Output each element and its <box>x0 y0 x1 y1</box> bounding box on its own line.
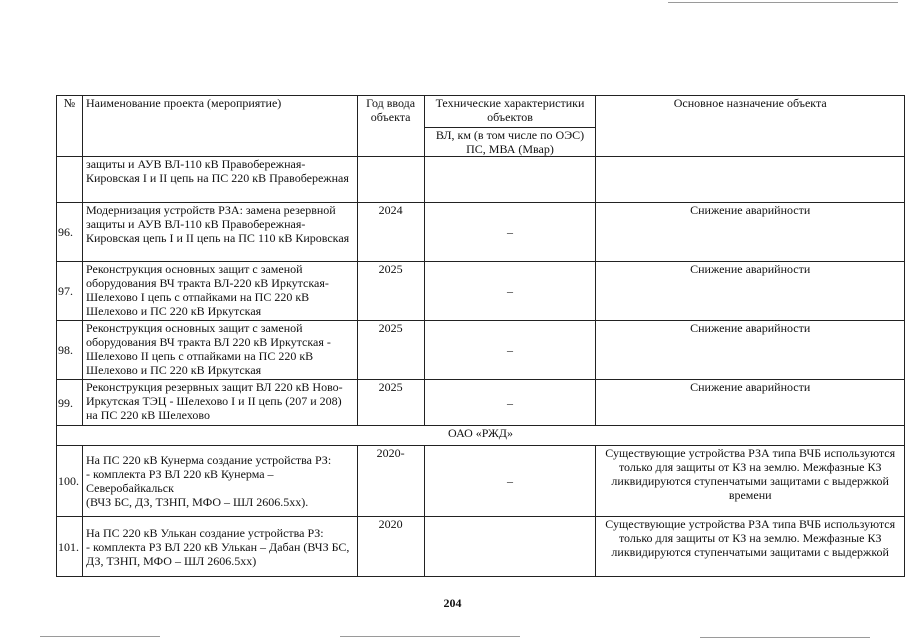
section-row <box>57 426 905 446</box>
header-tech-subcolumn: ВЛ, км (в том числе по ОЭС) ПС, МВА (Мвар) <box>424 127 596 156</box>
row-number: 97. <box>57 262 83 321</box>
project-name-line: (ВЧЗ БС, ДЗ, ТЗНП, МФО – ШЛ 2606.5хх). <box>85 495 309 509</box>
table-row <box>57 380 905 426</box>
row-year: 2025 <box>357 262 424 321</box>
row-purpose <box>596 157 905 203</box>
row-number: 99. <box>57 380 83 426</box>
project-name-line: - комплекта РЗ ВЛ 220 кВ Кунерма – Северобайкальск <box>85 467 274 495</box>
projects-table <box>56 95 905 577</box>
row-purpose: Снижение аварийности <box>596 203 905 262</box>
header-tech-characteristics: Технические характеристики объектов <box>424 96 596 128</box>
row-project-name: Модернизация устройств РЗА: замена резервной защиты и АУВ ВЛ-110 кВ Правобережная-Кировская цепь I и II цепь на ПС 110 кВ Кировская <box>82 203 357 262</box>
row-year: 2025 <box>357 321 424 380</box>
table-row <box>57 321 905 380</box>
row-purpose: Существующие устройства РЗА типа ВЧБ используются только для защиты от КЗ на землю. Межфазные КЗ ликвидируются ступенчатыми защитами с выдержкой <box>596 517 905 577</box>
header-project-name: Наименование проекта (мероприятие) <box>82 96 357 157</box>
scan-artifact-line <box>40 636 160 637</box>
page-number: 204 <box>443 596 462 610</box>
row-tech: – <box>424 203 596 262</box>
row-tech: – <box>424 380 596 426</box>
row-project-name <box>82 517 357 577</box>
header-year: Год ввода объекта <box>357 96 424 157</box>
row-project-name: защиты и АУВ ВЛ-110 кВ Правобережная-Кировская I и II цепь на ПС 220 кВ Правобережная <box>82 157 357 203</box>
table-row <box>57 446 905 517</box>
table-row <box>57 203 905 262</box>
project-name-line: На ПС 220 кВ Кунерма создание устройства РЗ: <box>85 453 332 467</box>
row-tech: – <box>424 262 596 321</box>
row-purpose: Существующие устройства РЗА типа ВЧБ используются только для защиты от КЗ на землю. Межфазные КЗ ликвидируются ступенчатыми защитами с выдержкой времени <box>596 446 905 517</box>
row-number: 96. <box>57 203 83 262</box>
row-tech <box>424 157 596 203</box>
row-number: 101. <box>57 517 83 577</box>
row-purpose: Снижение аварийности <box>596 380 905 426</box>
row-project-name: Реконструкция основных защит с заменой оборудования ВЧ тракта ВЛ-220 кВ Иркутская-Шелехово I цепь с отпайками на ПС 220 кВ Шелехово и ПС 220 кВ Иркутская <box>82 262 357 321</box>
row-year: 2025 <box>357 380 424 426</box>
row-project-name: Реконструкция резервных защит ВЛ 220 кВ Ново-Иркутская ТЭЦ - Шелехово I и II цепь (207 и 208) на ПС 220 кВ Шелехово <box>82 380 357 426</box>
project-name-line: На ПС 220 кВ Улькан создание устройства РЗ: <box>85 525 324 540</box>
header-purpose: Основное назначение объекта <box>596 96 905 157</box>
header-number: № <box>57 96 83 157</box>
scan-artifact-line <box>340 636 520 637</box>
row-tech: – <box>424 321 596 380</box>
project-name-line: - комплекта РЗ ВЛ 220 кВ Улькан – Дабан (ВЧЗ БС, ДЗ, ТЗНП, МФО – ШЛ 2606.5хх) <box>85 539 350 568</box>
table-row <box>57 262 905 321</box>
row-number: 98. <box>57 321 83 380</box>
row-year: 2020 <box>357 517 424 577</box>
row-purpose: Снижение аварийности <box>596 262 905 321</box>
row-project-name: Реконструкция основных защит с заменой оборудования ВЧ тракта ВЛ 220 кВ Иркутская - Шелехово II цепь с отпайками на ПС 220 кВ Шелехово и ПС 220 кВ Иркутская <box>82 321 357 380</box>
row-number <box>57 157 83 203</box>
row-number: 100. <box>57 446 83 517</box>
table-row <box>57 517 905 577</box>
section-title: ОАО «РЖД» <box>57 426 905 446</box>
row-year: 2020- <box>357 446 424 517</box>
table-header-row <box>57 96 905 128</box>
row-purpose: Снижение аварийности <box>596 321 905 380</box>
row-tech <box>424 517 596 577</box>
scan-artifact-line <box>668 2 898 3</box>
table-row <box>57 157 905 203</box>
row-year: 2024 <box>357 203 424 262</box>
row-year <box>357 157 424 203</box>
row-project-name <box>82 446 357 517</box>
row-tech: – <box>424 446 596 517</box>
scan-artifact-line <box>700 637 870 638</box>
